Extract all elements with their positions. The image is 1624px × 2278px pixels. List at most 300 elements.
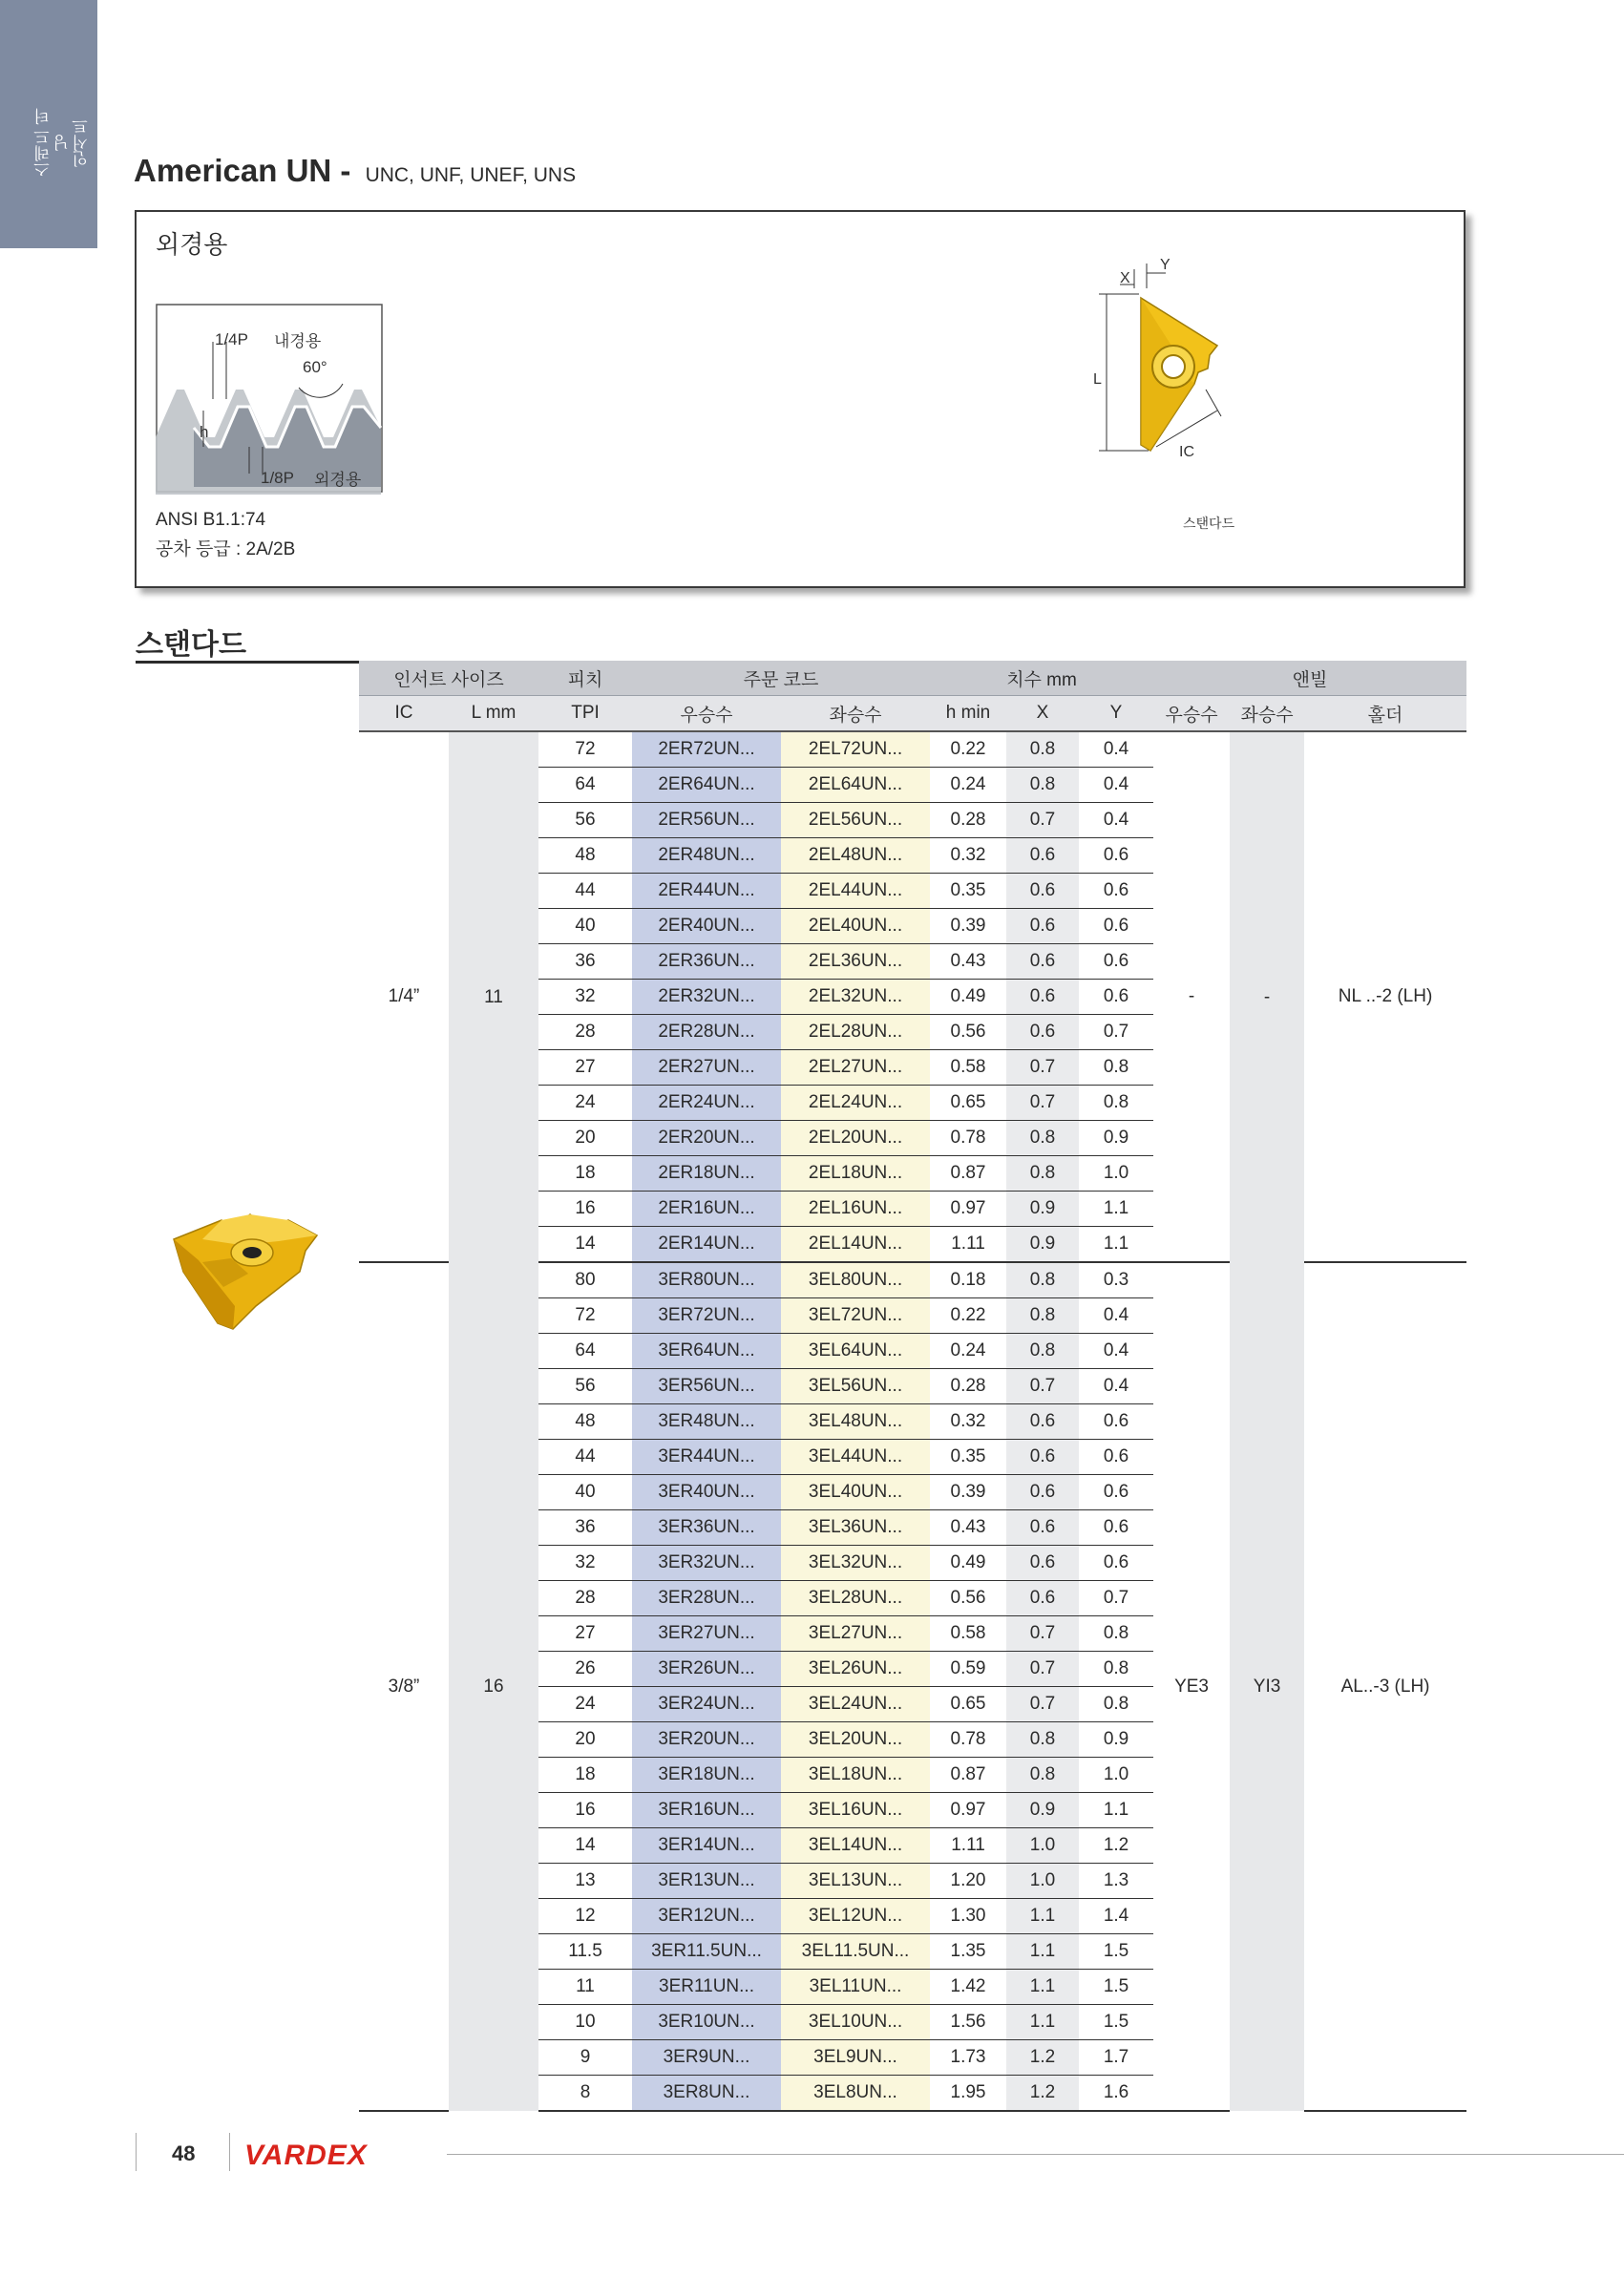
cell-right: 3ER28UN... (632, 1581, 781, 1616)
cell-hmin: 1.42 (930, 1970, 1006, 2005)
cell-y: 0.6 (1079, 909, 1153, 944)
cell-left: 3EL28UN... (781, 1581, 930, 1616)
cell-tpi: 24 (538, 1086, 632, 1121)
page-number: 48 (172, 2141, 196, 2165)
cell-hmin: 0.32 (930, 838, 1006, 874)
cell-hmin: 0.58 (930, 1616, 1006, 1652)
col-tpi: TPI (538, 696, 632, 732)
cell-left: 3EL12UN... (781, 1899, 930, 1934)
cell-tpi: 18 (538, 1758, 632, 1793)
page-title (134, 153, 576, 189)
cell-right: 3ER64UN... (632, 1334, 781, 1369)
group-order-code: 주문 코드 (632, 661, 930, 696)
cell-hmin: 0.22 (930, 731, 1006, 768)
cell-left: 3EL80UN... (781, 1262, 930, 1298)
insert-product-image (164, 1201, 327, 1335)
cell-right: 3ER11.5UN... (632, 1934, 781, 1970)
cell-left: 3EL56UN... (781, 1369, 930, 1404)
insert-spec-table (359, 661, 1466, 2112)
cell-tpi: 32 (538, 980, 632, 1015)
col-ic: IC (359, 696, 449, 732)
external-panel-title: 외경용 (156, 230, 228, 259)
cell-hmin: 0.59 (930, 1652, 1006, 1687)
cell-tpi: 20 (538, 1722, 632, 1758)
cell-right: 3ER16UN... (632, 1793, 781, 1828)
cell-y: 0.6 (1079, 1404, 1153, 1440)
cell-tpi: 24 (538, 1687, 632, 1722)
cell-right: 2ER36UN... (632, 944, 781, 980)
cell-hmin: 1.56 (930, 2005, 1006, 2040)
cell-left: 3EL16UN... (781, 1793, 930, 1828)
cell-hmin: 0.43 (930, 1510, 1006, 1546)
insert-ic: 3/8” (359, 1262, 449, 2111)
cell-right: 3ER32UN... (632, 1546, 781, 1581)
cell-left: 3EL14UN... (781, 1828, 930, 1864)
group-pitch: 피치 (538, 661, 632, 696)
cell-x: 0.8 (1006, 1262, 1079, 1298)
cell-tpi: 8 (538, 2076, 632, 2112)
cell-x: 0.7 (1006, 1369, 1079, 1404)
cell-x: 0.8 (1006, 1156, 1079, 1192)
chapter-label-line2: 인서트 (73, 118, 91, 168)
cell-x: 0.8 (1006, 1298, 1079, 1334)
cell-right: 2ER72UN... (632, 731, 781, 768)
cell-y: 0.8 (1079, 1086, 1153, 1121)
cell-y: 0.6 (1079, 874, 1153, 909)
cell-right: 3ER26UN... (632, 1652, 781, 1687)
insert-length: 11 (449, 731, 538, 1262)
cell-hmin: 0.49 (930, 980, 1006, 1015)
cell-left: 3EL11UN... (781, 1970, 930, 2005)
cell-y: 1.0 (1079, 1758, 1153, 1793)
cell-left: 3EL27UN... (781, 1616, 930, 1652)
cell-hmin: 1.35 (930, 1934, 1006, 1970)
cell-left: 2EL48UN... (781, 838, 930, 874)
cell-tpi: 36 (538, 944, 632, 980)
angle-label: 60° (303, 358, 327, 376)
cell-tpi: 28 (538, 1015, 632, 1050)
cell-hmin: 0.56 (930, 1015, 1006, 1050)
table-body (359, 731, 1466, 2111)
cell-x: 0.8 (1006, 1334, 1079, 1369)
cell-x: 0.7 (1006, 1616, 1079, 1652)
cell-right: 3ER18UN... (632, 1758, 781, 1793)
cell-x: 1.0 (1006, 1864, 1079, 1899)
cell-left: 3EL24UN... (781, 1687, 930, 1722)
section-title: 스탠다드 (136, 629, 246, 661)
cell-x: 0.8 (1006, 768, 1079, 803)
cell-hmin: 0.39 (930, 909, 1006, 944)
col-left-hand: 좌승수 (781, 696, 930, 732)
cell-y: 1.1 (1079, 1793, 1153, 1828)
cell-tpi: 80 (538, 1262, 632, 1298)
cell-hmin: 0.97 (930, 1192, 1006, 1227)
title-dash: - (331, 153, 360, 188)
thread-profile-diagram (156, 304, 385, 495)
chapter-side-tab (0, 0, 97, 248)
insert-dimension-diagram (1082, 250, 1273, 498)
cell-x: 0.8 (1006, 1758, 1079, 1793)
cell-left: 2EL56UN... (781, 803, 930, 838)
thread-standard: ANSI B1.1:74 (156, 510, 266, 530)
cell-x: 1.1 (1006, 2005, 1079, 2040)
cell-left: 3EL40UN... (781, 1475, 930, 1510)
cell-tpi: 16 (538, 1793, 632, 1828)
col-holder: 홀더 (1304, 696, 1466, 732)
cell-x: 0.6 (1006, 909, 1079, 944)
group-anvil: 앤빌 (1153, 661, 1466, 696)
cell-hmin: 0.24 (930, 1334, 1006, 1369)
cell-left: 2EL36UN... (781, 944, 930, 980)
footer-divider-right (229, 2133, 230, 2171)
group-dimensions: 치수 mm (930, 661, 1153, 696)
h-label: h (200, 423, 209, 441)
cell-hmin: 1.73 (930, 2040, 1006, 2076)
cell-x: 1.1 (1006, 1899, 1079, 1934)
cell-x: 1.0 (1006, 1828, 1079, 1864)
cell-tpi: 20 (538, 1121, 632, 1156)
cell-hmin: 1.11 (930, 1227, 1006, 1263)
cell-tpi: 28 (538, 1581, 632, 1616)
cell-left: 2EL27UN... (781, 1050, 930, 1086)
external-profile-label: 외경용 (314, 471, 362, 489)
cell-tpi: 40 (538, 1475, 632, 1510)
cell-y: 0.6 (1079, 1546, 1153, 1581)
cell-hmin: 0.58 (930, 1050, 1006, 1086)
cell-left: 2EL44UN... (781, 874, 930, 909)
cell-left: 2EL24UN... (781, 1086, 930, 1121)
cell-y: 0.4 (1079, 1334, 1153, 1369)
cell-left: 3EL18UN... (781, 1758, 930, 1793)
cell-right: 2ER44UN... (632, 874, 781, 909)
cell-right: 3ER13UN... (632, 1864, 781, 1899)
cell-y: 0.3 (1079, 1262, 1153, 1298)
cell-x: 1.1 (1006, 1970, 1079, 2005)
cell-right: 2ER18UN... (632, 1156, 781, 1192)
cell-hmin: 0.78 (930, 1722, 1006, 1758)
cell-x: 0.6 (1006, 1581, 1079, 1616)
cell-right: 3ER12UN... (632, 1899, 781, 1934)
anvil-left: YI3 (1230, 1262, 1304, 2111)
cell-left: 2EL64UN... (781, 768, 930, 803)
cell-right: 2ER48UN... (632, 838, 781, 874)
cell-x: 0.7 (1006, 1652, 1079, 1687)
cell-left: 2EL32UN... (781, 980, 930, 1015)
cell-left: 3EL9UN... (781, 2040, 930, 2076)
cell-x: 0.7 (1006, 1687, 1079, 1722)
cell-x: 0.9 (1006, 1192, 1079, 1227)
cell-left: 2EL28UN... (781, 1015, 930, 1050)
title-subtitle: UNC, UNF, UNEF, UNS (365, 164, 577, 186)
cell-hmin: 0.28 (930, 1369, 1006, 1404)
cell-left: 3EL72UN... (781, 1298, 930, 1334)
holder: AL..-3 (LH) (1304, 1262, 1466, 2111)
cell-tpi: 64 (538, 1334, 632, 1369)
cell-x: 1.2 (1006, 2076, 1079, 2112)
cell-hmin: 0.87 (930, 1758, 1006, 1793)
cell-left: 2EL18UN... (781, 1156, 930, 1192)
cell-right: 3ER56UN... (632, 1369, 781, 1404)
cell-x: 0.8 (1006, 1722, 1079, 1758)
cell-y: 0.9 (1079, 1121, 1153, 1156)
cell-x: 0.6 (1006, 838, 1079, 874)
cell-right: 2ER24UN... (632, 1086, 781, 1121)
brand-wordmark: VARDEX (244, 2140, 368, 2171)
col-x: X (1006, 696, 1079, 732)
cell-x: 0.6 (1006, 1475, 1079, 1510)
cell-left: 3EL36UN... (781, 1510, 930, 1546)
cell-right: 3ER20UN... (632, 1722, 781, 1758)
cell-tpi: 56 (538, 803, 632, 838)
chapter-label-line1: 스레드 터닝 (34, 108, 72, 179)
cell-y: 1.5 (1079, 2005, 1153, 2040)
cell-x: 0.6 (1006, 1404, 1079, 1440)
cell-x: 0.6 (1006, 1015, 1079, 1050)
cell-left: 3EL26UN... (781, 1652, 930, 1687)
cell-y: 0.9 (1079, 1722, 1153, 1758)
holder: NL ..-2 (LH) (1304, 731, 1466, 1262)
anvil-left: - (1230, 731, 1304, 1262)
cell-tpi: 27 (538, 1050, 632, 1086)
cell-hmin: 0.49 (930, 1546, 1006, 1581)
cell-tpi: 11 (538, 1970, 632, 2005)
cell-left: 2EL20UN... (781, 1121, 930, 1156)
cell-y: 1.5 (1079, 1970, 1153, 2005)
cell-left: 3EL44UN... (781, 1440, 930, 1475)
cell-tpi: 13 (538, 1864, 632, 1899)
cell-x: 0.7 (1006, 1050, 1079, 1086)
cell-x: 0.7 (1006, 1086, 1079, 1121)
table-row (359, 1262, 1466, 1298)
col-hmin: h min (930, 696, 1006, 732)
cell-y: 0.6 (1079, 1510, 1153, 1546)
tolerance-class: 공차 등급 : 2A/2B (156, 539, 296, 559)
cell-tpi: 9 (538, 2040, 632, 2076)
cell-tpi: 44 (538, 1440, 632, 1475)
cell-right: 2ER40UN... (632, 909, 781, 944)
cell-y: 0.4 (1079, 768, 1153, 803)
ic-label: IC (1179, 444, 1194, 460)
table-column-header (359, 696, 1466, 732)
cell-right: 3ER10UN... (632, 2005, 781, 2040)
cell-y: 0.8 (1079, 1687, 1153, 1722)
cell-x: 0.6 (1006, 1440, 1079, 1475)
cell-right: 2ER20UN... (632, 1121, 781, 1156)
cell-y: 1.4 (1079, 1899, 1153, 1934)
cell-right: 2ER64UN... (632, 768, 781, 803)
cell-hmin: 0.43 (930, 944, 1006, 980)
cell-tpi: 40 (538, 909, 632, 944)
cell-y: 0.6 (1079, 944, 1153, 980)
cell-tpi: 27 (538, 1616, 632, 1652)
quarter-p-label: 1/4P (215, 330, 248, 348)
cell-y: 0.6 (1079, 838, 1153, 874)
cell-hmin: 0.22 (930, 1298, 1006, 1334)
cell-tpi: 11.5 (538, 1934, 632, 1970)
cell-left: 3EL11.5UN... (781, 1934, 930, 1970)
cell-right: 3ER48UN... (632, 1404, 781, 1440)
cell-right: 3ER72UN... (632, 1298, 781, 1334)
cell-hmin: 0.32 (930, 1404, 1006, 1440)
cell-hmin: 1.95 (930, 2076, 1006, 2112)
cell-left: 3EL32UN... (781, 1546, 930, 1581)
cell-x: 0.7 (1006, 803, 1079, 838)
cell-right: 3ER8UN... (632, 2076, 781, 2112)
cell-right: 3ER40UN... (632, 1475, 781, 1510)
footer-line (447, 2154, 1624, 2155)
cell-tpi: 64 (538, 768, 632, 803)
cell-tpi: 14 (538, 1828, 632, 1864)
cell-right: 3ER24UN... (632, 1687, 781, 1722)
cell-y: 0.8 (1079, 1050, 1153, 1086)
eighth-p-label: 1/8P (261, 469, 294, 487)
cell-x: 0.8 (1006, 731, 1079, 768)
cell-left: 3EL20UN... (781, 1722, 930, 1758)
cell-tpi: 32 (538, 1546, 632, 1581)
cell-tpi: 14 (538, 1227, 632, 1263)
col-anvil-right: 우승수 (1153, 696, 1230, 732)
cell-left: 3EL8UN... (781, 2076, 930, 2112)
section-underline (136, 661, 363, 664)
cell-right: 3ER27UN... (632, 1616, 781, 1652)
cell-x: 1.2 (1006, 2040, 1079, 2076)
cell-right: 3ER44UN... (632, 1440, 781, 1475)
cell-y: 0.7 (1079, 1015, 1153, 1050)
cell-y: 0.4 (1079, 803, 1153, 838)
cell-y: 1.1 (1079, 1227, 1153, 1263)
cell-hmin: 0.18 (930, 1262, 1006, 1298)
cell-y: 1.5 (1079, 1934, 1153, 1970)
cell-hmin: 0.56 (930, 1581, 1006, 1616)
cell-hmin: 0.35 (930, 874, 1006, 909)
cell-right: 2ER14UN... (632, 1227, 781, 1263)
chapter-side-label (34, 105, 91, 181)
cell-right: 3ER11UN... (632, 1970, 781, 2005)
cell-tpi: 48 (538, 1404, 632, 1440)
cell-right: 2ER27UN... (632, 1050, 781, 1086)
cell-hmin: 0.97 (930, 1793, 1006, 1828)
cell-y: 0.6 (1079, 1440, 1153, 1475)
cell-x: 0.8 (1006, 1121, 1079, 1156)
cell-x: 0.6 (1006, 944, 1079, 980)
cell-right: 3ER9UN... (632, 2040, 781, 2076)
cell-hmin: 0.65 (930, 1086, 1006, 1121)
cell-y: 1.3 (1079, 1864, 1153, 1899)
cell-x: 1.1 (1006, 1934, 1079, 1970)
cell-x: 0.6 (1006, 1546, 1079, 1581)
footer-divider-left (136, 2133, 137, 2171)
cell-x: 0.6 (1006, 874, 1079, 909)
col-right-hand: 우승수 (632, 696, 781, 732)
cell-hmin: 0.87 (930, 1156, 1006, 1192)
col-y: Y (1079, 696, 1153, 732)
cell-hmin: 1.11 (930, 1828, 1006, 1864)
cell-tpi: 48 (538, 838, 632, 874)
cell-left: 2EL16UN... (781, 1192, 930, 1227)
internal-profile-label: 내경용 (274, 332, 322, 350)
cell-tpi: 16 (538, 1192, 632, 1227)
cell-left: 2EL14UN... (781, 1227, 930, 1263)
cell-hmin: 0.65 (930, 1687, 1006, 1722)
col-l: L mm (449, 696, 538, 732)
cell-tpi: 56 (538, 1369, 632, 1404)
cell-tpi: 72 (538, 1298, 632, 1334)
cell-hmin: 1.20 (930, 1864, 1006, 1899)
insert-diagram-caption: 스탠다드 (1183, 516, 1235, 531)
cell-tpi: 10 (538, 2005, 632, 2040)
x-label: X (1120, 270, 1130, 286)
title-main: American UN (134, 153, 332, 188)
cell-y: 1.0 (1079, 1156, 1153, 1192)
cell-tpi: 12 (538, 1899, 632, 1934)
anvil-right: YE3 (1153, 1262, 1230, 2111)
cell-y: 0.4 (1079, 1298, 1153, 1334)
cell-left: 3EL64UN... (781, 1334, 930, 1369)
cell-right: 3ER14UN... (632, 1828, 781, 1864)
cell-x: 0.9 (1006, 1227, 1079, 1263)
cell-hmin: 1.30 (930, 1899, 1006, 1934)
cell-left: 3EL13UN... (781, 1864, 930, 1899)
cell-right: 2ER56UN... (632, 803, 781, 838)
cell-tpi: 72 (538, 731, 632, 768)
cell-left: 3EL48UN... (781, 1404, 930, 1440)
cell-y: 0.6 (1079, 980, 1153, 1015)
table-group-header (359, 661, 1466, 696)
cell-right: 2ER32UN... (632, 980, 781, 1015)
table-row (359, 731, 1466, 768)
cell-hmin: 0.24 (930, 768, 1006, 803)
cell-x: 0.6 (1006, 980, 1079, 1015)
cell-hmin: 0.28 (930, 803, 1006, 838)
cell-hmin: 0.35 (930, 1440, 1006, 1475)
cell-left: 2EL72UN... (781, 731, 930, 768)
cell-left: 3EL10UN... (781, 2005, 930, 2040)
cell-hmin: 0.39 (930, 1475, 1006, 1510)
cell-tpi: 36 (538, 1510, 632, 1546)
cell-y: 0.4 (1079, 1369, 1153, 1404)
col-anvil-left: 좌승수 (1230, 696, 1304, 732)
cell-left: 2EL40UN... (781, 909, 930, 944)
cell-y: 1.6 (1079, 2076, 1153, 2112)
l-label: L (1093, 371, 1102, 388)
cell-y: 0.4 (1079, 731, 1153, 768)
cell-y: 0.7 (1079, 1581, 1153, 1616)
vardex-logo (244, 2139, 435, 2171)
insert-length: 16 (449, 1262, 538, 2111)
y-label: Y (1160, 257, 1171, 273)
external-thread-panel (135, 210, 1466, 588)
cell-tpi: 18 (538, 1156, 632, 1192)
anvil-right: - (1153, 731, 1230, 1262)
cell-y: 1.1 (1079, 1192, 1153, 1227)
group-insert-size: 인서트 사이즈 (359, 661, 538, 696)
cell-right: 2ER16UN... (632, 1192, 781, 1227)
cell-hmin: 0.78 (930, 1121, 1006, 1156)
cell-x: 0.6 (1006, 1510, 1079, 1546)
cell-right: 3ER80UN... (632, 1262, 781, 1298)
cell-y: 0.8 (1079, 1616, 1153, 1652)
cell-tpi: 44 (538, 874, 632, 909)
cell-tpi: 26 (538, 1652, 632, 1687)
cell-right: 3ER36UN... (632, 1510, 781, 1546)
cell-right: 2ER28UN... (632, 1015, 781, 1050)
cell-y: 1.2 (1079, 1828, 1153, 1864)
cell-y: 1.7 (1079, 2040, 1153, 2076)
cell-y: 0.6 (1079, 1475, 1153, 1510)
cell-y: 0.8 (1079, 1652, 1153, 1687)
cell-x: 0.9 (1006, 1793, 1079, 1828)
insert-ic: 1/4” (359, 731, 449, 1262)
